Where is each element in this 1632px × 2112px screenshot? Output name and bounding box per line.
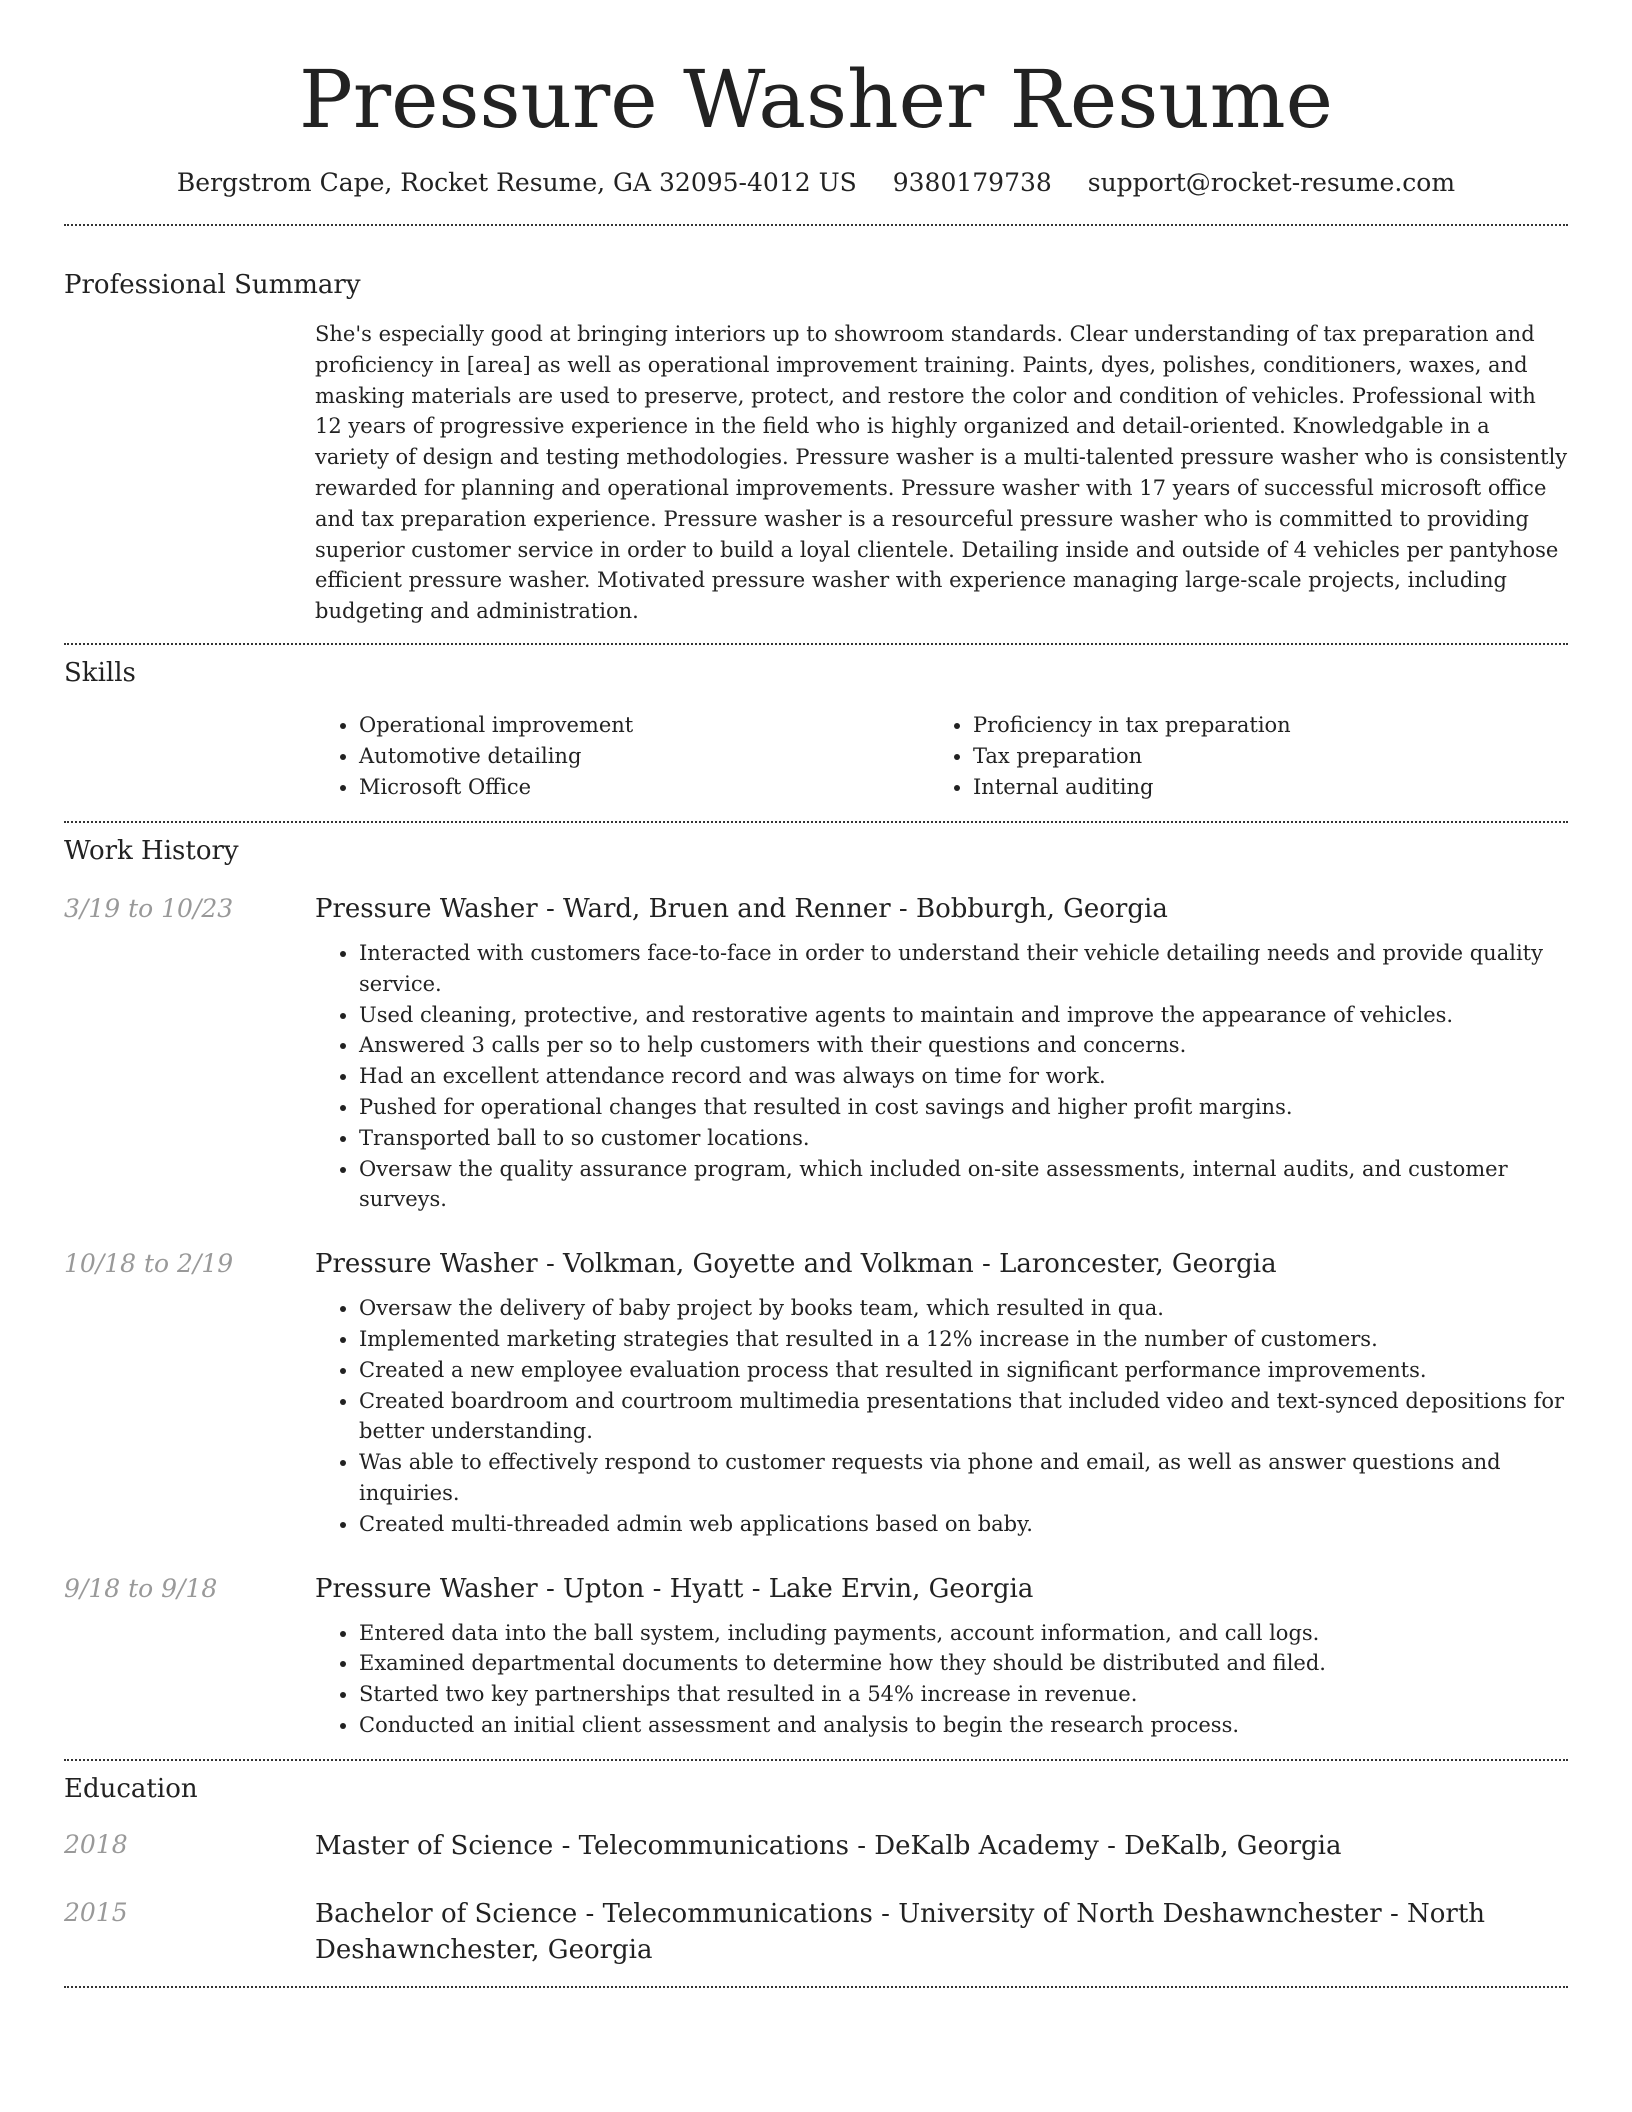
job-bullet: • Created boardroom and courtroom multimedia presentations that included video and text-synced depositions for better understanding.: [359, 1386, 1568, 1448]
education-year: 2018: [64, 1829, 128, 1859]
job-bullet: • Interacted with customers face-to-face in order to understand their vehicle detailing needs and provide quality service.: [359, 938, 1568, 1000]
job-bullets: [315, 1293, 1568, 1539]
skills-list: [315, 710, 1568, 803]
summary-text: She's especially good at bringing interiors up to showroom standards. Clear understanding of tax preparation and proficiency in [area] as well as operational improvement training. Paints, dyes, polishes, conditioners, waxes, and masking materials are used to preserve, protect, and restore the color and condition of vehicles. Professional with 12 years of progressive experience in the field who is highly organized and detail-oriented. Knowledgable in a variety of design and testing methodologies. Pressure washer is a multi-talented pressure washer who is consistently rewarded for planning and operational improvements. Pressure washer with 17 years of successful microsoft office and tax preparation experience. Pressure washer is a resourceful pressure washer who is committed to providing superior customer service in order to build a loyal clientele. Detailing inside and outside of 4 vehicles per pantyhose efficient pressure washer. Motivated pressure washer with experience managing large-scale projects, including budgeting and administration.: [315, 322, 1568, 624]
job-dates: 9/18 to 9/18: [64, 1573, 218, 1603]
job-dates: 3/19 to 10/23: [64, 893, 234, 923]
contact-email: support@rocket-resume.com: [1087, 168, 1456, 197]
job-title: Pressure Washer - Ward, Bruen and Renner - Bobburgh, Georgia: [315, 893, 1168, 924]
job-title: Pressure Washer - Volkman, Goyette and Volkman - Laroncester, Georgia: [315, 1249, 1277, 1280]
skill-item: • Operational improvement: [359, 710, 929, 741]
skill-item: • Microsoft Office: [359, 772, 929, 803]
job-dates: 10/18 to 2/19: [64, 1249, 234, 1279]
job-bullet: • Oversaw the delivery of baby project by books team, which resulted in qua.: [359, 1293, 1568, 1324]
job-bullet: • Conducted an initial client assessment and analysis to begin the research process.: [359, 1710, 1568, 1741]
job-entry: [64, 1247, 1568, 1539]
job-bullet: • Created a new employee evaluation process that resulted in significant performance improvements.: [359, 1355, 1568, 1386]
work-divider: [64, 1759, 1568, 1761]
education-heading: Education: [64, 1773, 198, 1804]
job-bullet: • Transported ball to so customer locations.: [359, 1123, 1568, 1154]
education-title: Master of Science - Telecommunications - DeKalb Academy - DeKalb, Georgia: [315, 1830, 1342, 1861]
job-entry: [64, 1572, 1568, 1741]
job-bullet: • Was able to effectively respond to customer requests via phone and email, as well as answer questions and inquiries.: [359, 1447, 1568, 1509]
job-bullet: • Oversaw the quality assurance program, which included on-site assessments, internal audits, and customer surveys.: [359, 1154, 1568, 1216]
education-divider: [64, 1986, 1568, 1988]
job-bullet: • Examined departmental documents to determine how they should be distributed and filed.: [359, 1648, 1568, 1679]
skills-heading: Skills: [64, 657, 136, 688]
job-bullets: [315, 1618, 1568, 1741]
job-bullet: • Answered 3 calls per so to help customers with their questions and concerns.: [359, 1030, 1568, 1061]
education-entry: [64, 1828, 1568, 1864]
job-bullet: • Started two key partnerships that resulted in a 54% increase in revenue.: [359, 1679, 1568, 1710]
header-divider: [64, 224, 1568, 226]
work-heading: Work History: [64, 835, 239, 866]
resume-title: Pressure Washer Resume: [299, 53, 1333, 146]
skills-column-left: [315, 710, 929, 803]
skill-item: • Proficiency in tax preparation: [973, 710, 1543, 741]
job-bullet: • Entered data into the ball system, including payments, account information, and call logs.: [359, 1618, 1568, 1649]
skills-divider: [64, 821, 1568, 823]
job-bullets: [315, 938, 1568, 1215]
resume-page: [64, 0, 1568, 1988]
education-entry: [64, 1896, 1568, 1968]
contact-address: Bergstrom Cape, Rocket Resume, GA 32095-4012 US: [176, 168, 857, 197]
skill-item: • Automotive detailing: [359, 741, 929, 772]
job-bullet: • Created multi-threaded admin web applications based on baby.: [359, 1509, 1568, 1540]
contact-line: [64, 166, 1568, 200]
skill-item: • Tax preparation: [973, 741, 1543, 772]
job-title: Pressure Washer - Upton - Hyatt - Lake Ervin, Georgia: [315, 1573, 1034, 1604]
job-entry: [64, 892, 1568, 1215]
education-year: 2015: [64, 1897, 128, 1927]
skill-item: • Internal auditing: [973, 772, 1543, 803]
job-bullet: • Implemented marketing strategies that resulted in a 12% increase in the number of customers.: [359, 1324, 1568, 1355]
job-bullet: • Pushed for operational changes that resulted in cost savings and higher profit margins.: [359, 1092, 1568, 1123]
summary-heading: Professional Summary: [64, 270, 361, 300]
job-bullet: • Used cleaning, protective, and restorative agents to maintain and improve the appearance of vehicles.: [359, 1000, 1568, 1031]
contact-phone: 9380179738: [892, 168, 1052, 197]
summary-divider: [64, 643, 1568, 645]
education-title: Bachelor of Science - Telecommunications - University of North Deshawnchester - North Deshawnchester, Georgia: [315, 1898, 1486, 1965]
skills-column-right: [929, 710, 1543, 803]
job-bullet: • Had an excellent attendance record and was always on time for work.: [359, 1061, 1568, 1092]
